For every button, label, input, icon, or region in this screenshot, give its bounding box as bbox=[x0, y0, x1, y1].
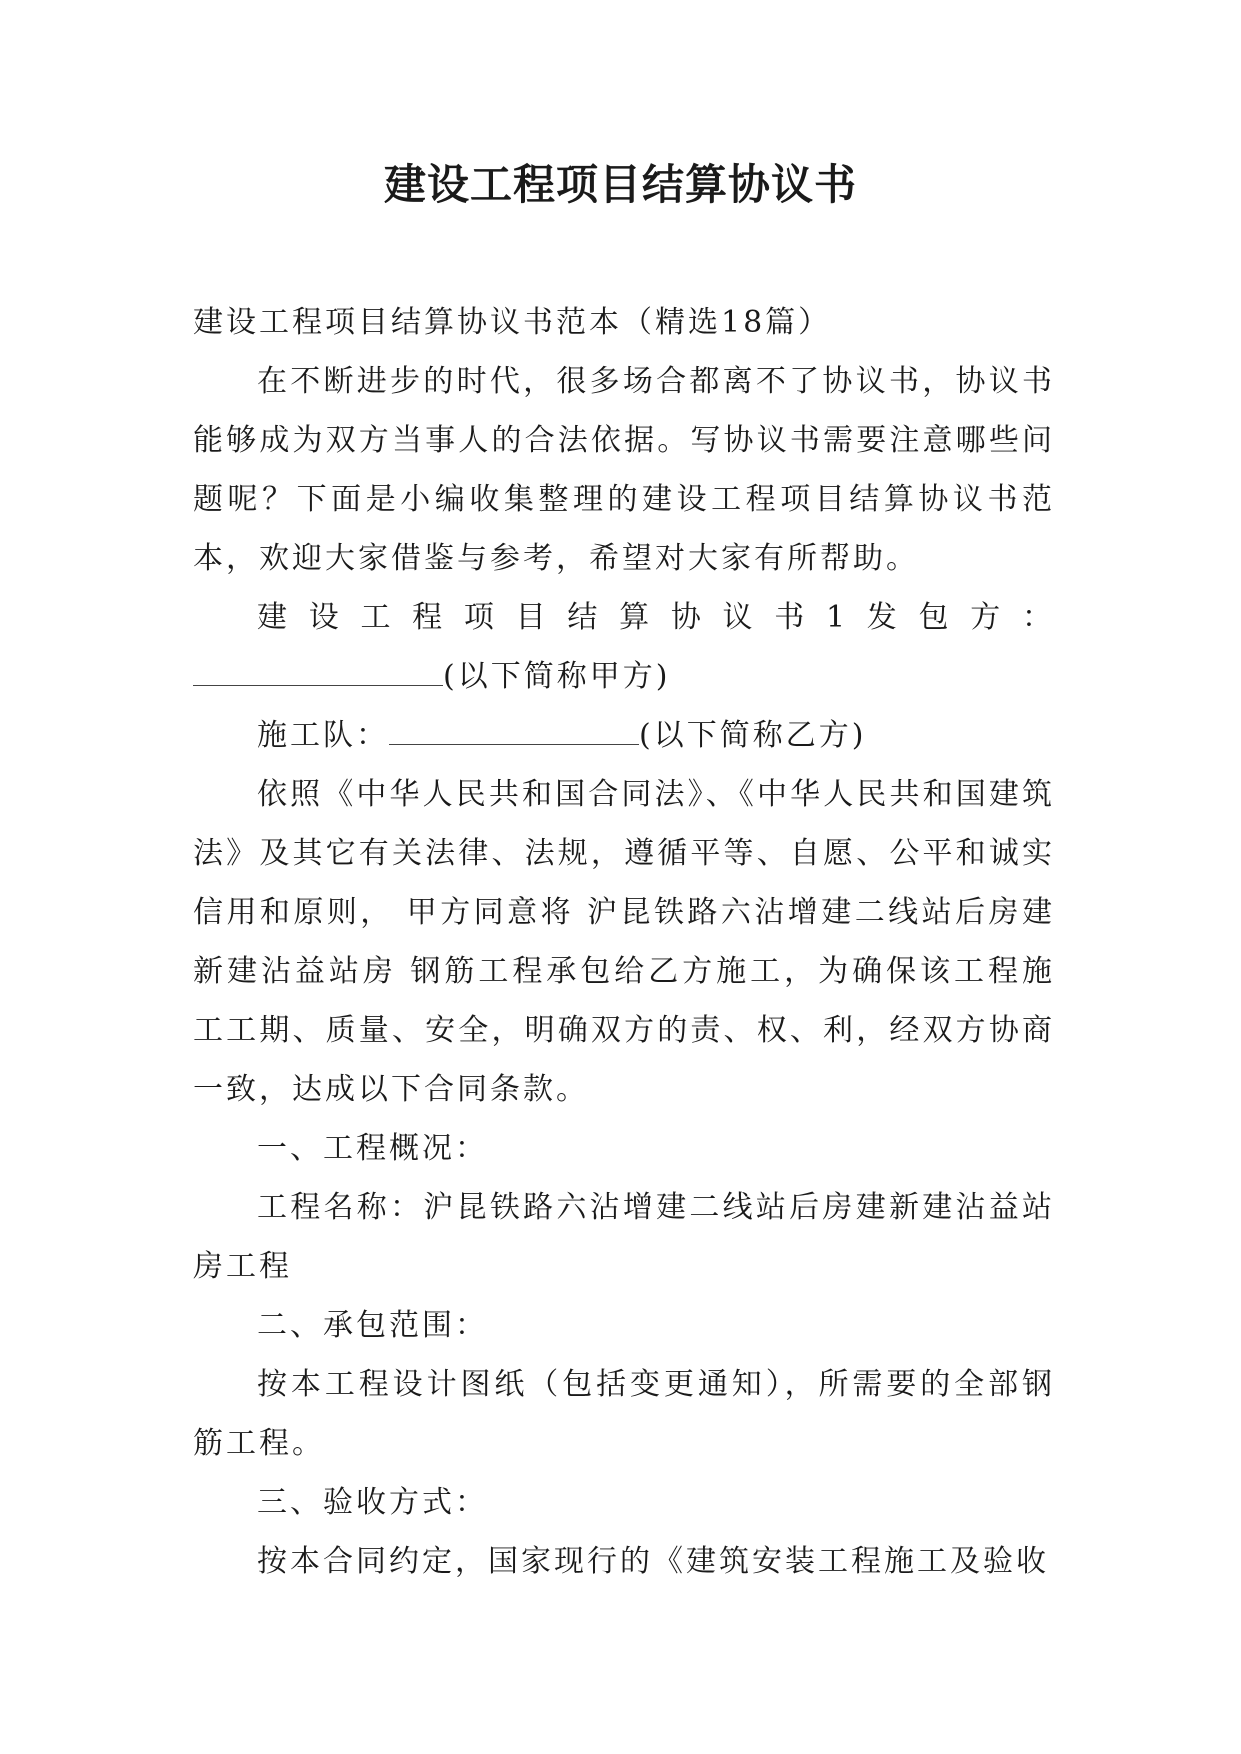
document-subtitle: 建设工程项目结算协议书范本（精选18篇） bbox=[193, 305, 832, 340]
preamble-paragraph: 依照《中华人民共和国合同法》、《中华人民共和国建筑法》及其它有关法律、法规，遵循平等、自愿、公平和诚实信用和原则， 甲方同意将 沪昆铁路六沾增建二线站后房建新建沾益站房 钢筋工程承包给乙方施工，为确保该工程施工工期、质量、安全，明确双方的责、权、利，经双方协商一致，达成以下合同条款。 bbox=[193, 777, 1055, 1107]
party-a-blank bbox=[193, 659, 443, 686]
section1-body: 工程名称：沪昆铁路六沾增建二线站后房建新建沾益站房工程 bbox=[193, 1190, 1055, 1284]
intro-paragraph: 在不断进步的时代，很多场合都离不了协议书，协议书能够成为双方当事人的合法依据。写协议书需要注意哪些问题呢？下面是小编收集整理的建设工程项目结算协议书范本，欢迎大家借鉴与参考，希望对大家有所帮助。 bbox=[193, 364, 1055, 576]
agreement-heading bbox=[193, 588, 1055, 647]
agreement-heading-text: 建设工程项目结算协议书1发包方： bbox=[257, 600, 1055, 635]
party-a-suffix: (以下简称甲方) bbox=[443, 659, 671, 694]
document-body bbox=[193, 293, 1055, 1591]
party-b-label: 施工队： bbox=[257, 718, 389, 753]
party-b-suffix: (以下简称乙方) bbox=[639, 718, 867, 753]
document-title: 建设工程项目结算协议书 bbox=[383, 160, 857, 209]
party-a-line bbox=[193, 647, 1055, 706]
section3-title: 三、验收方式： bbox=[257, 1485, 488, 1520]
party-b-line bbox=[193, 706, 1055, 765]
section2-body: 按本工程设计图纸（包括变更通知），所需要的全部钢筋工程。 bbox=[193, 1367, 1055, 1461]
section2-title: 二、承包范围： bbox=[257, 1308, 488, 1343]
section1-title: 一、工程概况： bbox=[257, 1131, 488, 1166]
section3-body: 按本合同约定，国家现行的《建筑安装工程施工及验收 bbox=[257, 1544, 1049, 1579]
party-b-blank bbox=[389, 718, 639, 745]
